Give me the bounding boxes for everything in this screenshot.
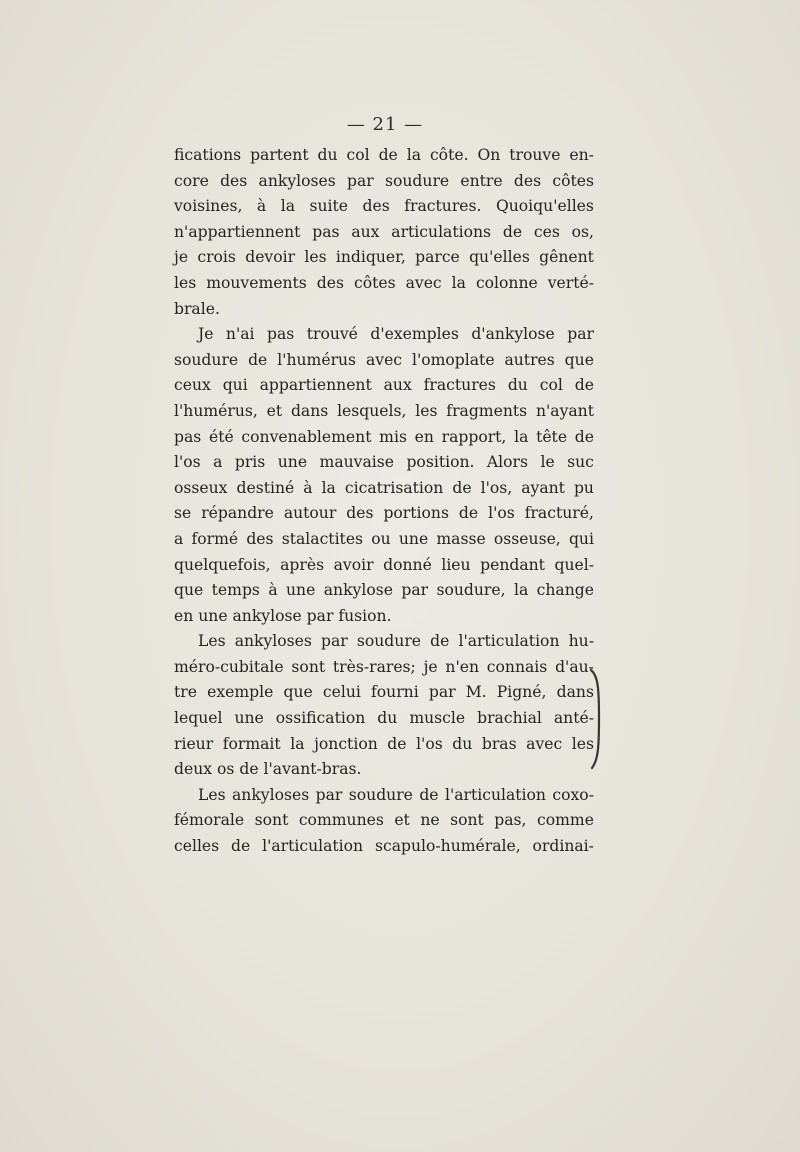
text-line: l'os a pris une mauvaise position. Alors le suc — [174, 453, 594, 472]
paragraph-3 — [174, 629, 594, 783]
text-line: lequel une ossification du muscle brachial anté- — [174, 709, 594, 728]
text-line: deux os de l'avant-bras. — [174, 760, 362, 779]
text-line: ceux qui appartiennent aux fractures du col de — [174, 376, 594, 395]
text-line: quelquefois, après avoir donné lieu pendant quel- — [174, 555, 594, 574]
paragraph-4 — [174, 783, 594, 860]
text-line: osseux destiné à la cicatrisation de l'os, ayant pu — [174, 478, 594, 497]
text-line: je crois devoir les indiquer, parce qu'elles gênent — [174, 248, 594, 267]
text-line: pas été convenablement mis en rapport, la tête de — [174, 427, 594, 446]
text-line: a formé des stalactites ou une masse osseuse, qui — [174, 529, 594, 548]
text-line: fications partent du col de la côte. On trouve en- — [174, 146, 594, 164]
text-line: core des ankyloses par soudure entre des côtes — [174, 171, 594, 190]
text-line: n'appartiennent pas aux articulations de ces os, — [174, 222, 594, 241]
text-line: se répandre autour des portions de l'os fracturé, — [174, 504, 594, 523]
text-line: brale. — [174, 299, 220, 318]
text-line: celles de l'articulation scapulo-humérale, ordinai- — [174, 837, 594, 856]
text-line: que temps à une ankylose par soudure, la change — [174, 581, 594, 600]
text-line: méro-cubitale sont très-rares; je n'en connais d'au- — [174, 657, 594, 676]
text-line: Les ankyloses par soudure de l'articulation coxo- — [198, 785, 594, 804]
page-number: — 21 — — [346, 114, 424, 135]
margin-bracket-mark — [589, 668, 603, 772]
text-line: l'humérus, et dans lesquels, les fragments n'ayant — [174, 401, 594, 420]
text-line: fémorale sont communes et ne sont pas, comme — [174, 811, 594, 830]
text-line: Les ankyloses par soudure de l'articulation hu- — [198, 632, 594, 651]
text-line: Je n'ai pas trouvé d'exemples d'ankylose par — [198, 325, 594, 344]
text-line: rieur formait la jonction de l'os du bras avec les — [174, 734, 594, 753]
paragraph-2 — [174, 322, 594, 629]
paragraph-1 — [174, 143, 594, 322]
text-line: en une ankylose par fusion. — [174, 606, 392, 625]
text-line: voisines, à la suite des fractures. Quoiqu'elles — [174, 197, 594, 216]
body-text — [174, 143, 594, 860]
text-line: soudure de l'humérus avec l'omoplate autres que — [174, 350, 594, 369]
text-line: les mouvements des côtes avec la colonne verté- — [174, 273, 594, 292]
text-line: tre exemple que celui fourni par M. Pigné, dans — [174, 683, 594, 702]
